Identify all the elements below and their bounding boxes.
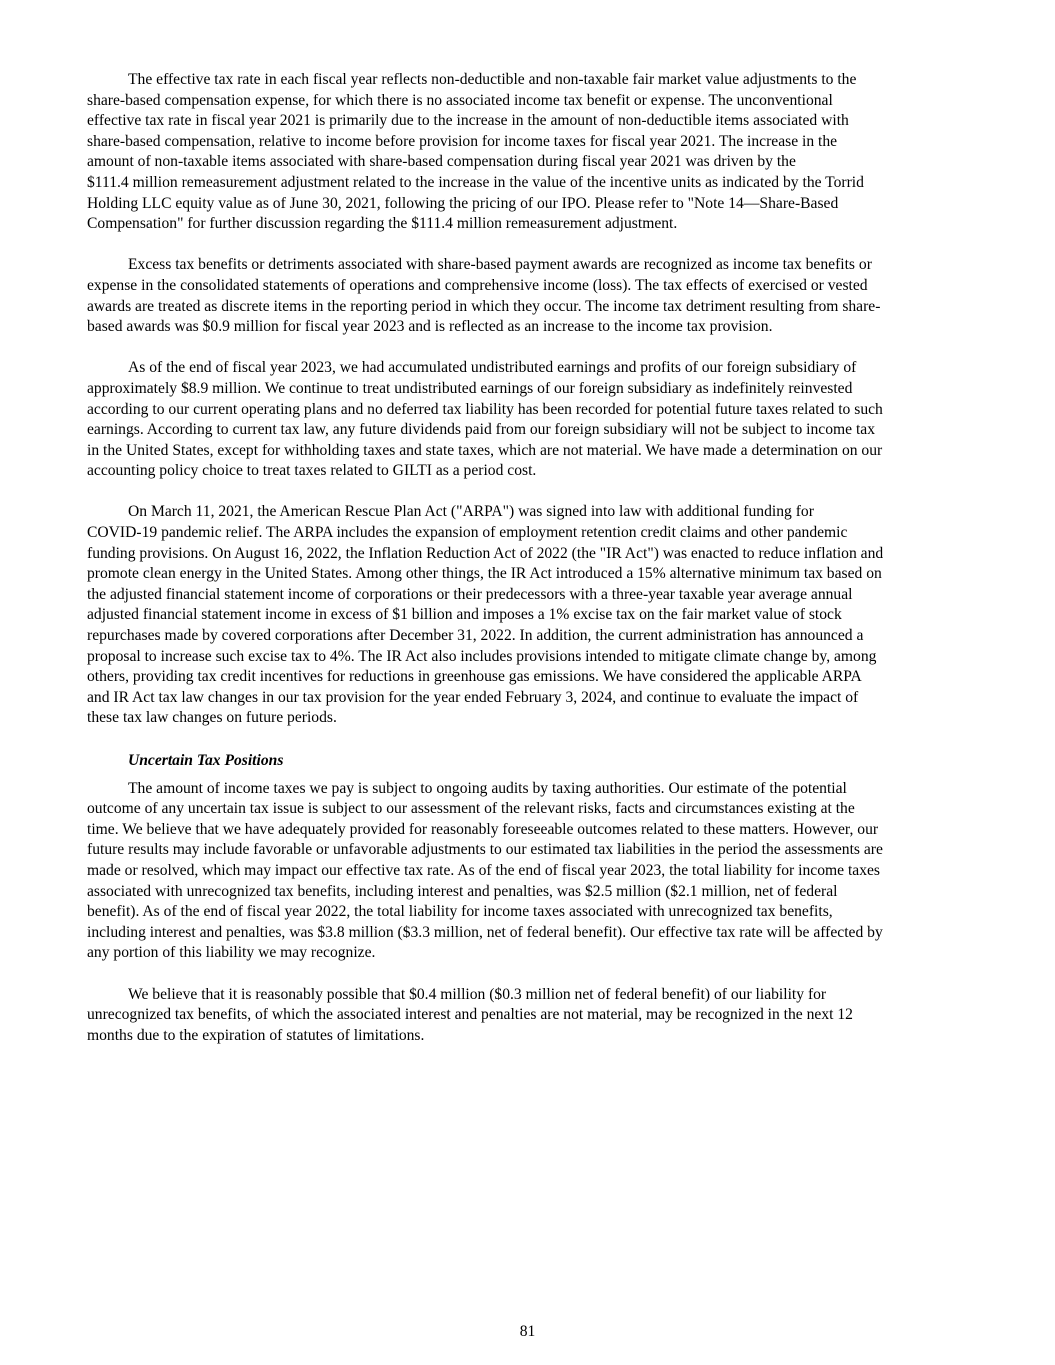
text-line: approximately $8.9 million. We continue to treat undistributed earnings of our foreign subsidiary as indefinitely reinvested (87, 379, 853, 397)
text-line: repurchases made by covered corporations after December 31, 2022. In addition, the current administration has announced a (87, 627, 864, 645)
text-line: $111.4 million remeasurement adjustment related to the increase in the value of the incentive units as indicated by the Torrid (87, 173, 864, 191)
text-line: associated with unrecognized tax benefits, including interest and penalties, was $2.5 million ($2.1 million, net of federal (87, 882, 838, 900)
text-line: The amount of income taxes we pay is subject to ongoing audits by taxing authorities. Our estimate of the potential (128, 779, 847, 797)
text-line: time. We believe that we have adequately provided for reasonably foreseeable outcomes related to these matters. However, our (87, 820, 879, 838)
text-line: and IR Act tax law changes in our tax provision for the year ended February 3, 2024, and continue to evaluate the impact of (87, 688, 859, 706)
text-line: proposal to increase such excise tax to 4%. The IR Act also includes provisions intended to mitigate climate change by, among (87, 647, 877, 665)
text-line: Excess tax benefits or detriments associated with share-based payment awards are recognized as income tax benefits or (128, 256, 872, 274)
section-heading: Uncertain Tax Positions (128, 752, 284, 769)
text-line: expense in the consolidated statements of operations and comprehensive income (loss). The tax effects of exercised or vested (87, 276, 868, 294)
text-line: benefit). As of the end of fiscal year 2022, the total liability for income taxes associated with unrecognized tax benefits, (87, 903, 833, 921)
text-line: promote clean energy in the United States. Among other things, the IR Act introduced a 15% alternative minimum tax based on (87, 565, 882, 583)
text-line: in the United States, except for withholding taxes and state taxes, which are not material. We have made a determination on our (87, 441, 883, 459)
text-line: COVID-19 pandemic relief. The ARPA includes the expansion of employment retention credit claims and other pandemic (87, 524, 848, 542)
text-line: outcome of any uncertain tax issue is subject to our assessment of the relevant risks, facts and circumstances existing at the (87, 800, 855, 818)
text-line: including interest and penalties, was $3.8 million ($3.3 million, net of federal benefit). Our effective tax rate will be affected by (87, 923, 883, 941)
text-line: earnings. According to current tax law, any future dividends paid from our foreign subsidiary will not be subject to income tax (87, 421, 876, 439)
text-line: The effective tax rate in each fiscal year reflects non-deductible and non-taxable fair market value adjustments to the (128, 71, 857, 88)
text-line: based awards was $0.9 million for fiscal year 2023 and is reflected as an increase to the income tax provision. (87, 318, 773, 336)
text-line: amount of non-taxable items associated with share-based compensation during fiscal year 2021 was driven by the (87, 153, 796, 171)
text-line: according to our current operating plans and no deferred tax liability has been recorded for potential future taxes related to such (87, 400, 883, 418)
page-number: 81 (519, 1323, 536, 1340)
text-line: these tax law changes on future periods. (87, 709, 337, 727)
text-line: future results may include favorable or unfavorable adjustments to our estimated tax liabilities in the period the assessments are (87, 841, 883, 859)
text-line: made or resolved, which may impact our effective tax rate. As of the end of fiscal year 2023, the total liability for income taxes (87, 861, 880, 879)
paragraph (87, 985, 977, 1047)
paragraph (87, 70, 977, 235)
text-line: As of the end of fiscal year 2023, we had accumulated undistributed earnings and profits of our foreign subsidiary of (128, 359, 857, 377)
text-line: the adjusted financial statement income of corporations or their predecessors with a three-year taxable year average annual (87, 585, 853, 603)
body-text-section (87, 70, 977, 729)
text-line: others, providing tax credit incentives for reductions in greenhouse gas emissions. We have considered the applicable ARPA (87, 668, 862, 686)
document-page (87, 70, 977, 1067)
paragraph (87, 255, 977, 337)
text-line: On March 11, 2021, the American Rescue Plan Act ("ARPA") was signed into law with additional funding for (128, 503, 814, 521)
text-line: effective tax rate in fiscal year 2021 is primarily due to the increase in the amount of non-deductible items associated with (87, 112, 849, 130)
uncertain-tax-positions-section (87, 779, 977, 1047)
text-line: Compensation" for further discussion regarding the $111.4 million remeasurement adjustment. (87, 215, 678, 233)
paragraph (87, 358, 977, 482)
text-line: funding provisions. On August 16, 2022, the Inflation Reduction Act of 2022 (the "IR Act") was enacted to reduce inflation and (87, 544, 884, 562)
text-line: months due to the expiration of statutes of limitations. (87, 1026, 425, 1044)
text-line: awards are treated as discrete items in the reporting period in which they occur. The income tax detriment resulting from share- (87, 297, 881, 315)
text-line: accounting policy choice to treat taxes related to GILTI as a period cost. (87, 462, 537, 480)
text-line: We believe that it is reasonably possible that $0.4 million ($0.3 million net of federal benefit) of our liability for (128, 985, 827, 1003)
text-line: share-based compensation expense, for which there is no associated income tax benefit or expense. The unconventional (87, 91, 833, 109)
paragraph (87, 502, 977, 729)
text-line: unrecognized tax benefits, of which the associated interest and penalties are not material, may be recognized in the next 12 (87, 1006, 853, 1024)
text-line: any portion of this liability we may recognize. (87, 944, 376, 962)
text-line: share-based compensation, relative to income before provision for income taxes for fiscal year 2021. The increase in the (87, 132, 838, 150)
text-line: Holding LLC equity value as of June 30, 2021, following the pricing of our IPO. Please refer to "Note 14—Share-Based (87, 194, 839, 212)
paragraph (87, 779, 977, 964)
text-line: adjusted financial statement income in excess of $1 billion and imposes a 1% excise tax on the fair market value of stock (87, 606, 842, 624)
